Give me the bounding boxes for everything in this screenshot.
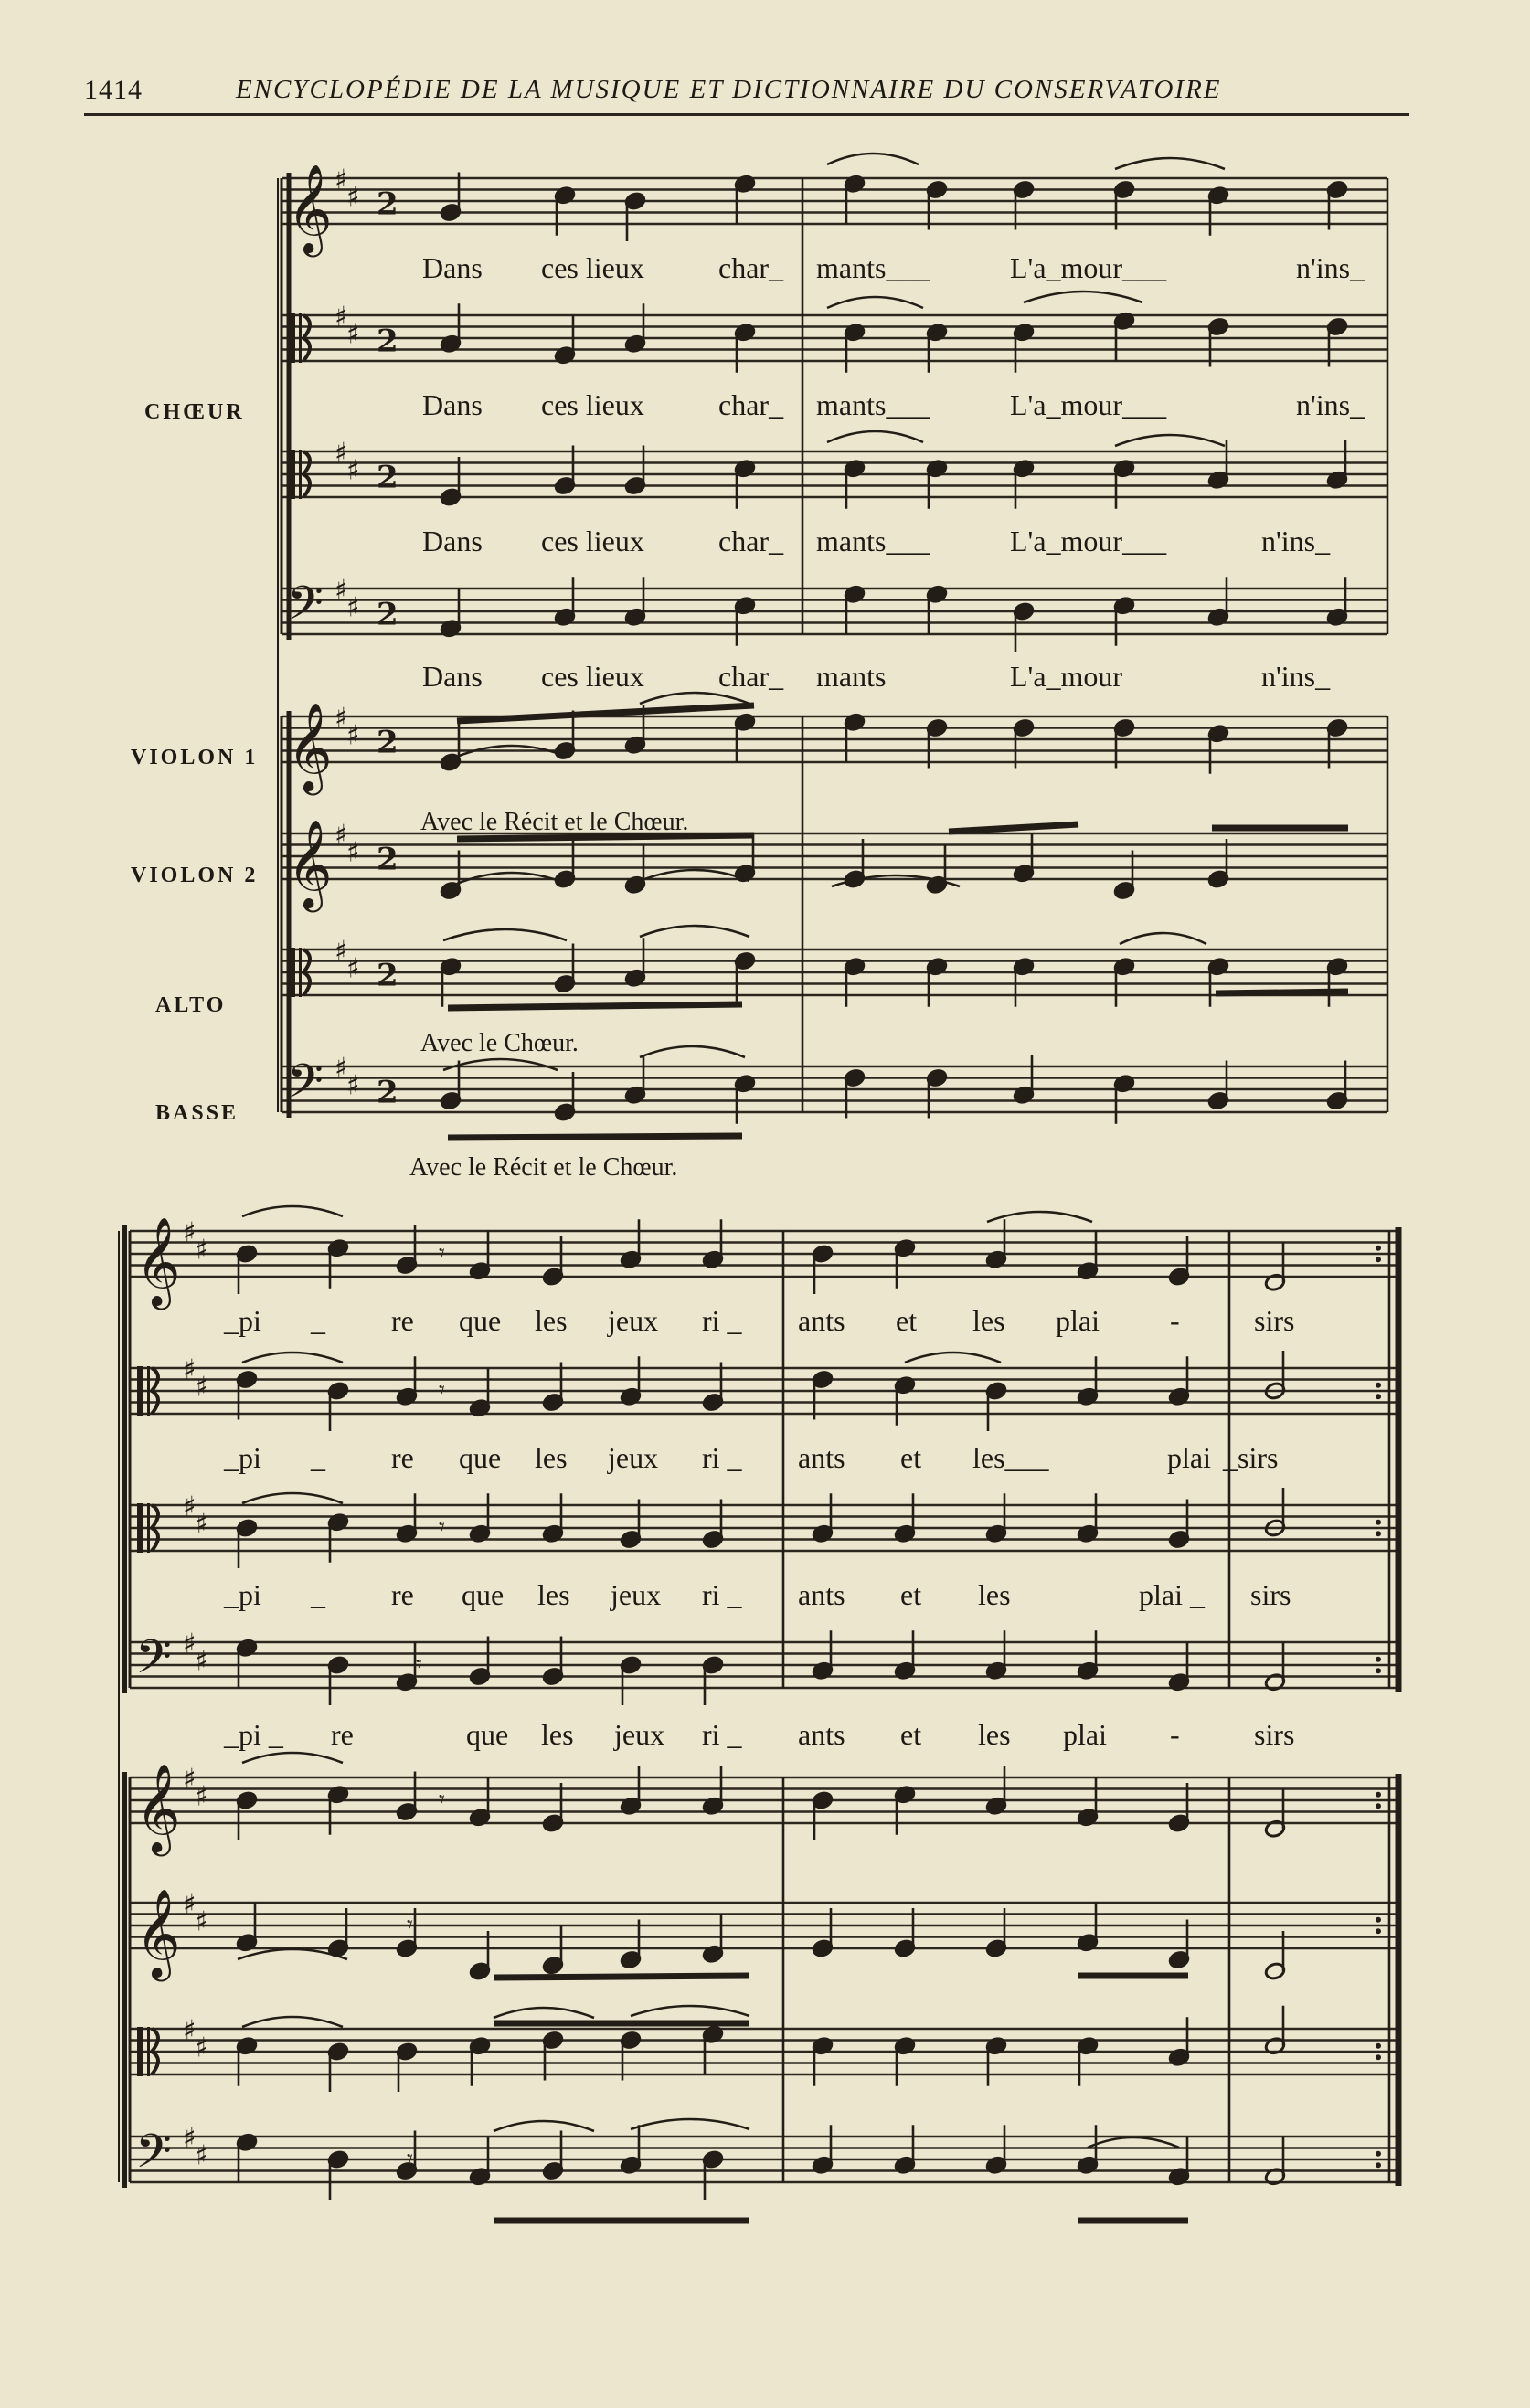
lyric-s1-bas-3: mants	[816, 660, 887, 693]
sharp-icon: ♯	[346, 454, 360, 487]
lyric-s2-alt-5: jeux	[608, 1441, 659, 1474]
lyric-s2-sop-3: que	[459, 1304, 502, 1337]
lyric-s1-alt-2: char_	[718, 388, 784, 421]
label-basse: BASSE	[155, 1101, 239, 1125]
lyric-s2-bas-10: -	[1170, 1718, 1180, 1751]
lyric-s2-bas-2: que	[466, 1718, 509, 1751]
lyric-s2-ten-5: jeux	[611, 1578, 662, 1611]
sharp-icon: ♯	[183, 1763, 197, 1796]
c-clef-icon	[137, 2027, 143, 2076]
sharp-icon: ♯	[183, 1628, 197, 1660]
repeat-dot	[1376, 2054, 1381, 2060]
repeat-dot	[1376, 1531, 1381, 1536]
lyric-s2-ten-2: re	[391, 1578, 414, 1611]
sharp-icon: ♯	[195, 1234, 208, 1267]
lyric-s2-ten-1: _	[311, 1578, 325, 1611]
slur	[631, 2006, 749, 2016]
treble-clef-icon: 𝄞	[287, 819, 333, 908]
sharp-icon: ♯	[335, 1052, 348, 1085]
slur	[987, 1212, 1092, 1222]
bass-clef-icon: 𝄢	[135, 1628, 172, 1696]
slur	[242, 1353, 343, 1363]
slur	[827, 297, 923, 308]
lyric-s2-alt-7: ants	[798, 1441, 845, 1474]
lyric-s1-sop-3: mants___	[816, 251, 930, 284]
slur	[242, 1493, 343, 1503]
sharp-icon: ♯	[346, 1069, 360, 1102]
sharp-icon: ♯	[183, 1353, 197, 1386]
lyric-s2-ten-6: ri _	[702, 1578, 742, 1611]
lyric-s1-bas-2: char_	[718, 660, 784, 693]
lyric-s2-alt-8: et	[900, 1441, 922, 1474]
lyric-s2-alt-6: ri _	[702, 1441, 742, 1474]
lyric-s2-sop-5: jeux	[608, 1304, 659, 1337]
rest-icon: 𝄾	[407, 2145, 413, 2173]
treble-clef-icon: 𝄞	[135, 1888, 181, 1978]
slur	[494, 2008, 594, 2018]
lyric-s2-ten-7: ants	[798, 1578, 845, 1611]
lyric-s2-bas-7: et	[900, 1718, 922, 1751]
lyric-s2-sop-8: et	[896, 1304, 918, 1337]
lyric-s2-alt-0: _pi	[224, 1441, 261, 1474]
slur	[827, 431, 923, 442]
slur	[1120, 933, 1206, 944]
bass-clef-icon: 𝄢	[135, 2123, 172, 2191]
beam	[1216, 992, 1348, 993]
treble-clef-icon: 𝄞	[287, 164, 333, 253]
bass-clef-icon: 𝄢	[287, 1053, 324, 1120]
label-violon-1: VIOLON 1	[131, 746, 259, 769]
rest-icon: 𝄾	[439, 1239, 445, 1268]
lyric-s2-bas-6: ants	[798, 1718, 845, 1751]
repeat-dot	[1376, 1917, 1381, 1923]
beam	[949, 824, 1078, 832]
lyric-s2-alt-2: re	[391, 1441, 414, 1474]
sharp-icon: ♯	[346, 181, 360, 214]
slur	[827, 154, 919, 164]
rest-icon: 𝄾	[439, 1513, 445, 1542]
sharp-icon: ♯	[195, 1645, 208, 1678]
lyric-s2-ten-10: plai _	[1139, 1578, 1205, 1611]
rest-icon: 𝄾	[407, 2037, 413, 2065]
label-alto: ALTO	[155, 993, 227, 1017]
repeat-dot	[1376, 1803, 1381, 1809]
lyric-s2-bas-8: les	[978, 1718, 1011, 1751]
repeat-dot	[1376, 2162, 1381, 2168]
sharp-icon: ♯	[195, 1905, 208, 1938]
lyric-s2-sop-1: _	[311, 1304, 325, 1337]
instruction-violon-1: Avec le Récit et le Chœur.	[420, 808, 689, 836]
slur	[905, 1353, 1001, 1363]
beam	[448, 1004, 742, 1008]
repeat-dot	[1376, 1928, 1381, 1934]
lyric-s2-alt-4: les	[535, 1441, 568, 1474]
slur	[640, 1046, 745, 1057]
lyric-s1-sop-2: char_	[718, 251, 784, 284]
sharp-icon: ♯	[183, 1490, 197, 1523]
lyric-s1-bas-4: L'a_mour	[1010, 660, 1123, 693]
lyric-s1-alt-0: Dans	[422, 388, 483, 421]
repeat-dot	[1376, 1257, 1381, 1262]
time-signature: 2	[377, 596, 398, 633]
lyric-s2-ten-8: et	[900, 1578, 922, 1611]
lyric-s1-ten-5: n'ins_	[1261, 525, 1331, 557]
lyric-s2-sop-0: _pi	[224, 1304, 261, 1337]
lyric-s2-bas-4: jeux	[614, 1718, 665, 1751]
sharp-icon: ♯	[335, 819, 348, 852]
lyric-s2-ten-3: que	[462, 1578, 505, 1611]
rest-icon: 𝄾	[407, 1911, 413, 1939]
sharp-icon: ♯	[335, 437, 348, 470]
lyric-s2-sop-12: sirs	[1254, 1304, 1295, 1337]
page-number: 1414	[84, 75, 143, 105]
sharp-icon: ♯	[195, 1371, 208, 1404]
repeat-dot	[1376, 2043, 1381, 2049]
bass-clef-icon: 𝄢	[287, 575, 324, 642]
repeat-dot	[1376, 2151, 1381, 2157]
time-signature: 2	[377, 459, 398, 496]
slur	[640, 693, 749, 704]
lyric-s1-sop-4: L'a_mour___	[1010, 251, 1167, 284]
lyric-s2-ten-9: les	[978, 1578, 1011, 1611]
treble-clef-icon: 𝄞	[135, 1763, 181, 1852]
slur	[640, 926, 749, 937]
time-signature: 2	[377, 957, 398, 994]
lyric-s2-sop-7: ants	[798, 1304, 845, 1337]
beam	[448, 1136, 742, 1138]
lyric-s1-ten-1: ces lieux	[541, 525, 644, 557]
time-signature: 2	[377, 323, 398, 360]
sharp-icon: ♯	[335, 702, 348, 735]
repeat-dot	[1376, 1792, 1381, 1798]
sharp-icon: ♯	[183, 2122, 197, 2155]
lyric-s2-alt-11: _sirs	[1223, 1441, 1279, 1474]
slur	[1115, 158, 1225, 169]
lyric-s1-alt-3: mants___	[816, 388, 930, 421]
c-clef-icon	[137, 1503, 143, 1553]
slur	[242, 2017, 343, 2027]
lyric-s2-sop-11: -	[1170, 1304, 1180, 1337]
lyric-s2-bas-5: ri _	[702, 1718, 742, 1751]
lyric-s1-ten-0: Dans	[422, 525, 483, 557]
sharp-icon: ♯	[346, 318, 360, 351]
lyric-s2-sop-2: re	[391, 1304, 414, 1337]
sharp-icon: ♯	[195, 2031, 208, 2064]
slur	[631, 2119, 749, 2129]
lyric-s1-bas-0: Dans	[422, 660, 483, 693]
lyric-s1-bas-1: ces lieux	[541, 660, 644, 693]
label-violon-2: VIOLON 2	[131, 864, 259, 887]
sharp-icon: ♯	[335, 574, 348, 607]
slur	[443, 929, 567, 940]
beam	[457, 705, 754, 721]
lyric-s2-bas-1: re	[331, 1718, 354, 1751]
lyric-s2-bas-0: _pi _	[224, 1718, 283, 1751]
lyric-s1-sop-1: ces lieux	[541, 251, 644, 284]
slur	[1024, 292, 1142, 302]
lyric-s1-bas-5: n'ins_	[1261, 660, 1331, 693]
sharp-icon: ♯	[335, 935, 348, 968]
sharp-icon: ♯	[183, 1216, 197, 1249]
lyric-s1-sop-0: Dans	[422, 251, 483, 284]
repeat-dot	[1376, 1394, 1381, 1399]
repeat-dot	[1376, 1668, 1381, 1673]
lyric-s1-ten-3: mants___	[816, 525, 930, 557]
lyric-s2-ten-0: _pi	[224, 1578, 261, 1611]
lyric-s2-sop-6: ri _	[702, 1304, 742, 1337]
label-choeur: CHŒUR	[144, 400, 245, 424]
treble-clef-icon: 𝄞	[135, 1216, 181, 1306]
repeat-dot	[1376, 1246, 1381, 1251]
rest-icon: 𝄾	[416, 1650, 422, 1679]
sharp-icon: ♯	[346, 952, 360, 985]
slur	[242, 1753, 343, 1763]
lyric-s1-alt-1: ces lieux	[541, 388, 644, 421]
repeat-dot	[1376, 1657, 1381, 1662]
lyric-s1-alt-4: L'a_mour___	[1010, 388, 1167, 421]
lyric-s2-bas-3: les	[541, 1718, 574, 1751]
lyric-s2-ten-4: les	[537, 1578, 570, 1611]
sharp-icon: ♯	[195, 1780, 208, 1813]
running-title: ENCYCLOPÉDIE DE LA MUSIQUE ET DICTIONNAIRE DU CONSERVATOIRE	[236, 75, 1222, 104]
lyric-s2-alt-9: les___	[972, 1441, 1049, 1474]
lyric-s1-ten-4: L'a_mour___	[1010, 525, 1167, 557]
rest-icon: 𝄾	[439, 1376, 445, 1405]
lyric-s2-alt-3: que	[459, 1441, 502, 1474]
lyric-s2-alt-10: plai	[1167, 1441, 1211, 1474]
slur	[494, 2121, 594, 2131]
sharp-icon: ♯	[346, 719, 360, 752]
time-signature: 2	[377, 186, 398, 223]
lyric-s1-ten-2: char_	[718, 525, 784, 557]
sharp-icon: ♯	[183, 2014, 197, 2047]
lyric-s1-sop-5: n'ins_	[1296, 251, 1365, 284]
c-clef-icon	[137, 1366, 143, 1416]
treble-clef-icon: 𝄞	[287, 702, 333, 791]
sharp-icon: ♯	[195, 2139, 208, 2172]
sharp-icon: ♯	[346, 836, 360, 869]
sharp-icon: ♯	[195, 1508, 208, 1541]
lyric-s2-bas-11: sirs	[1254, 1718, 1295, 1751]
sharp-icon: ♯	[346, 591, 360, 624]
rest-icon: 𝄾	[439, 1786, 445, 1814]
time-signature: 2	[377, 724, 398, 761]
slur	[443, 1059, 558, 1070]
lyric-s2-sop-9: les	[972, 1304, 1005, 1337]
lyric-s2-bas-9: plai	[1063, 1718, 1107, 1751]
sharp-icon: ♯	[335, 301, 348, 334]
slur	[1115, 435, 1225, 446]
lyric-s1-alt-5: n'ins_	[1296, 388, 1365, 421]
sharp-icon: ♯	[183, 1888, 197, 1921]
lyric-s2-alt-1: _	[311, 1441, 325, 1474]
lyric-s2-ten-11: sirs	[1250, 1578, 1291, 1611]
sharp-icon: ♯	[335, 164, 348, 196]
lyric-s2-sop-10: plai	[1056, 1304, 1100, 1337]
lyric-s2-sop-4: les	[535, 1304, 568, 1337]
slur	[242, 1206, 343, 1216]
time-signature: 2	[377, 1074, 398, 1111]
repeat-dot	[1376, 1520, 1381, 1525]
beam	[494, 1976, 749, 1978]
instruction-alto: Avec le Chœur.	[420, 1029, 579, 1057]
repeat-dot	[1376, 1383, 1381, 1388]
slur	[1088, 2137, 1179, 2148]
time-signature: 2	[377, 841, 398, 878]
instruction-basse: Avec le Récit et le Chœur.	[409, 1153, 678, 1182]
